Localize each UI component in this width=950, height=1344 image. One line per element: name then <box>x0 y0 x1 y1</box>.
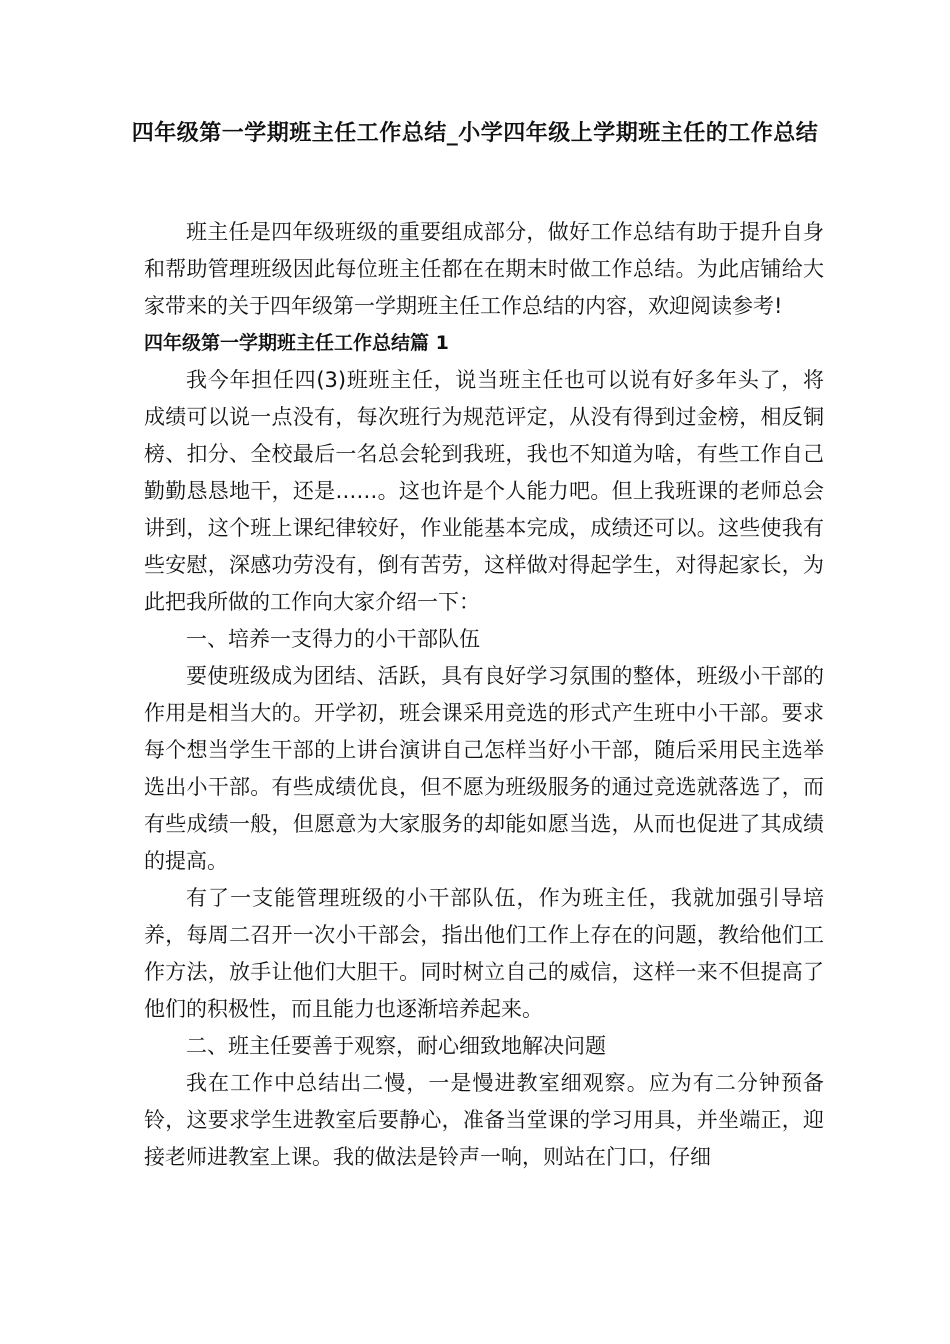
subheading-2: 二、班主任要善于观察，耐心细致地解决问题 <box>186 1034 606 1058</box>
body-paragraph: 我今年担任四(3)班班主任，说当班主任也可以说有好多年头了，将成绩可以说一点没有，每次班行为规范评定，从没有得到过金榜，相反铜榜、扣分、全校最后一名总会轮到我班，我也不知道为啥，有些工作自己勤勤恳恳地干，还是……。这也许是个人能力吧。但上我班课的老师总会讲到，这个班上课纪律较好，作业能基本完成，成绩还可以。这些使我有些安慰，深感功劳没有，倒有苦劳，这样做对得起学生，对得起家长，为此把我所做的工作向大家介绍一下： <box>144 368 824 614</box>
section-heading-part-1: 四年级第一学期班主任工作总结篇 1 <box>144 332 449 354</box>
body-paragraph: 我在工作中总结出二慢，一是慢进教室细观察。应为有二分钟预备铃，这要求学生进教室后要静心，准备当堂课的学习用具，并坐端正，迎接老师进教室上课。我的做法是铃声一响，则站在门口，仔细 <box>144 1071 824 1169</box>
subheading-1: 一、培养一支得力的小干部队伍 <box>186 627 480 651</box>
body-paragraph: 有了一支能管理班级的小干部队伍，作为班主任，我就加强引导培养，每周二召开一次小干部会，指出他们工作上存在的问题，教给他们工作方法，放手让他们大胆干。同时树立自己的威信，这样一来不但提高了他们的积极性，而且能力也逐渐培养起来。 <box>144 886 824 1021</box>
document-body <box>144 214 824 1176</box>
intro-paragraph: 班主任是四年级班级的重要组成部分，做好工作总结有助于提升自身和帮助管理班级因此每位班主任都在在期末时做工作总结。为此店铺给大家带来的关于四年级第一学期班主任工作总结的内容，欢迎阅读参考! <box>144 220 824 318</box>
body-paragraph: 要使班级成为团结、活跃，具有良好学习氛围的整体，班级小干部的作用是相当大的。开学初，班会课采用竞选的形式产生班中小干部。要求每个想当学生干部的上讲台演讲自己怎样当好小干部，随后采用民主选举选出小干部。有些成绩优良，但不愿为班级服务的通过竞选就落选了，而有些成绩一般，但愿意为大家服务的却能如愿当选，从而也促进了其成绩的提高。 <box>144 664 824 873</box>
document-title: 四年级第一学期班主任工作总结_小学四年级上学期班主任的工作总结 <box>131 121 819 146</box>
